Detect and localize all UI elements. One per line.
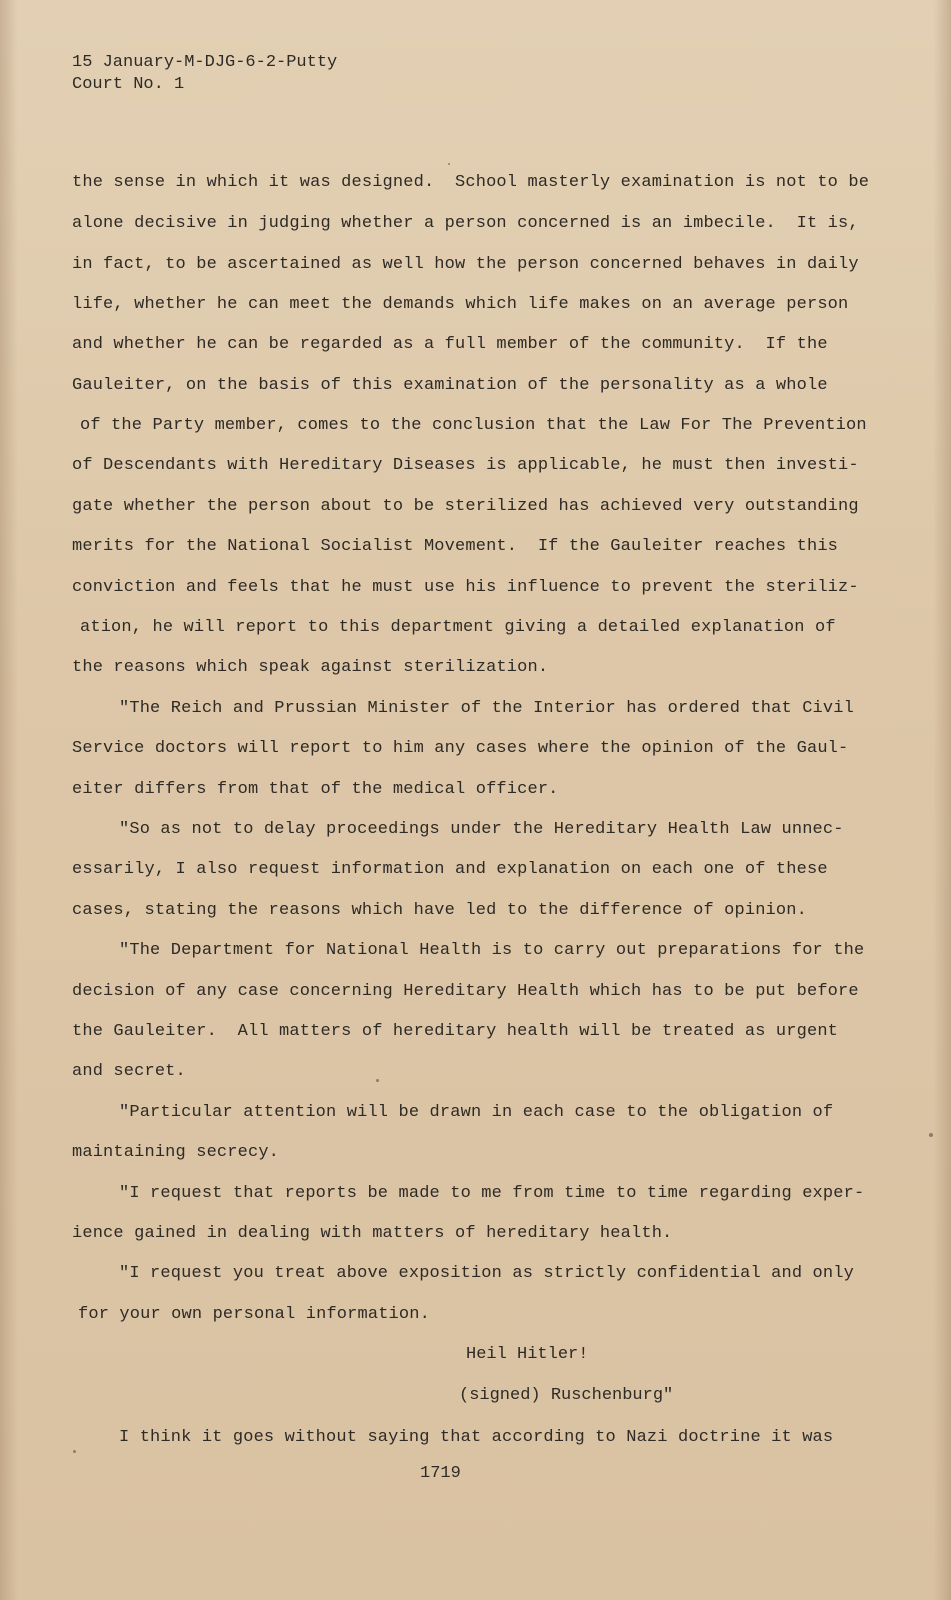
closing-salutation: Heil Hitler! <box>466 1345 589 1364</box>
text-line: ation, he will report to this department giving a detailed explanation of <box>80 618 836 637</box>
text-line: decision of any case concerning Hereditary Health which has to be put before <box>72 982 859 1001</box>
header-session-line: 15 January-M-DJG-6-2-Putty <box>72 53 338 72</box>
page-edge-shadow-right <box>933 0 951 1600</box>
page-edge-shadow-left <box>0 0 18 1600</box>
text-line: in fact, to be ascertained as well how the person concerned behaves in daily <box>72 255 859 274</box>
text-line: "Particular attention will be drawn in each case to the obligation of <box>119 1103 834 1122</box>
text-line: conviction and feels that he must use his influence to prevent the steriliz- <box>72 578 859 597</box>
text-line: for your own personal information. <box>78 1305 430 1324</box>
text-line: "So as not to delay proceedings under the Hereditary Health Law unnec- <box>119 820 844 839</box>
text-line: of the Party member, comes to the conclusion that the Law For The Prevention <box>80 416 867 435</box>
text-line: Service doctors will report to him any cases where the opinion of the Gaul- <box>72 739 849 758</box>
text-line: cases, stating the reasons which have led to the difference of opinion. <box>72 901 807 920</box>
page-number: 1719 <box>420 1464 461 1483</box>
text-line: "The Department for National Health is to carry out preparations for the <box>119 941 865 960</box>
text-line: gate whether the person about to be sterilized has achieved very outstanding <box>72 497 859 516</box>
paper-speck <box>448 163 450 165</box>
paper-speck <box>929 1133 933 1137</box>
text-line: merits for the National Socialist Movement. If the Gauleiter reaches this <box>72 537 839 556</box>
text-line: of Descendants with Hereditary Diseases is applicable, he must then investi- <box>72 456 859 475</box>
text-line: "I request that reports be made to me from time to time regarding exper- <box>119 1184 865 1203</box>
text-line: the sense in which it was designed. School masterly examination is not to be <box>72 173 870 192</box>
text-line: essarily, I also request information and explanation on each one of these <box>72 860 828 879</box>
page-header <box>72 52 337 96</box>
text-line: alone decisive in judging whether a person concerned is an imbecile. It is, <box>72 214 859 233</box>
text-line: life, whether he can meet the demands which life makes on an average person <box>72 295 849 314</box>
text-line: the reasons which speak against sterilization. <box>72 658 549 677</box>
text-line: Gauleiter, on the basis of this examination of the personality as a whole <box>72 376 828 395</box>
text-line: "The Reich and Prussian Minister of the Interior has ordered that Civil <box>119 699 854 718</box>
text-line: maintaining secrecy. <box>72 1143 280 1162</box>
final-text-line: I think it goes without saying that according to Nazi doctrine it was <box>119 1428 834 1447</box>
paper-speck <box>73 1450 76 1453</box>
text-line: and secret. <box>72 1062 186 1081</box>
text-line: the Gauleiter. All matters of hereditary health will be treated as urgent <box>72 1022 839 1041</box>
text-line: and whether he can be regarded as a full member of the community. If the <box>72 335 828 354</box>
text-line: ience gained in dealing with matters of hereditary health. <box>72 1224 673 1243</box>
header-court-line: Court No. 1 <box>72 75 185 94</box>
closing-signature: (signed) Ruschenburg" <box>459 1386 674 1405</box>
paper-speck <box>376 1079 379 1082</box>
text-line: "I request you treat above exposition as strictly confidential and only <box>119 1264 854 1283</box>
text-line: eiter differs from that of the medical officer. <box>72 780 559 799</box>
